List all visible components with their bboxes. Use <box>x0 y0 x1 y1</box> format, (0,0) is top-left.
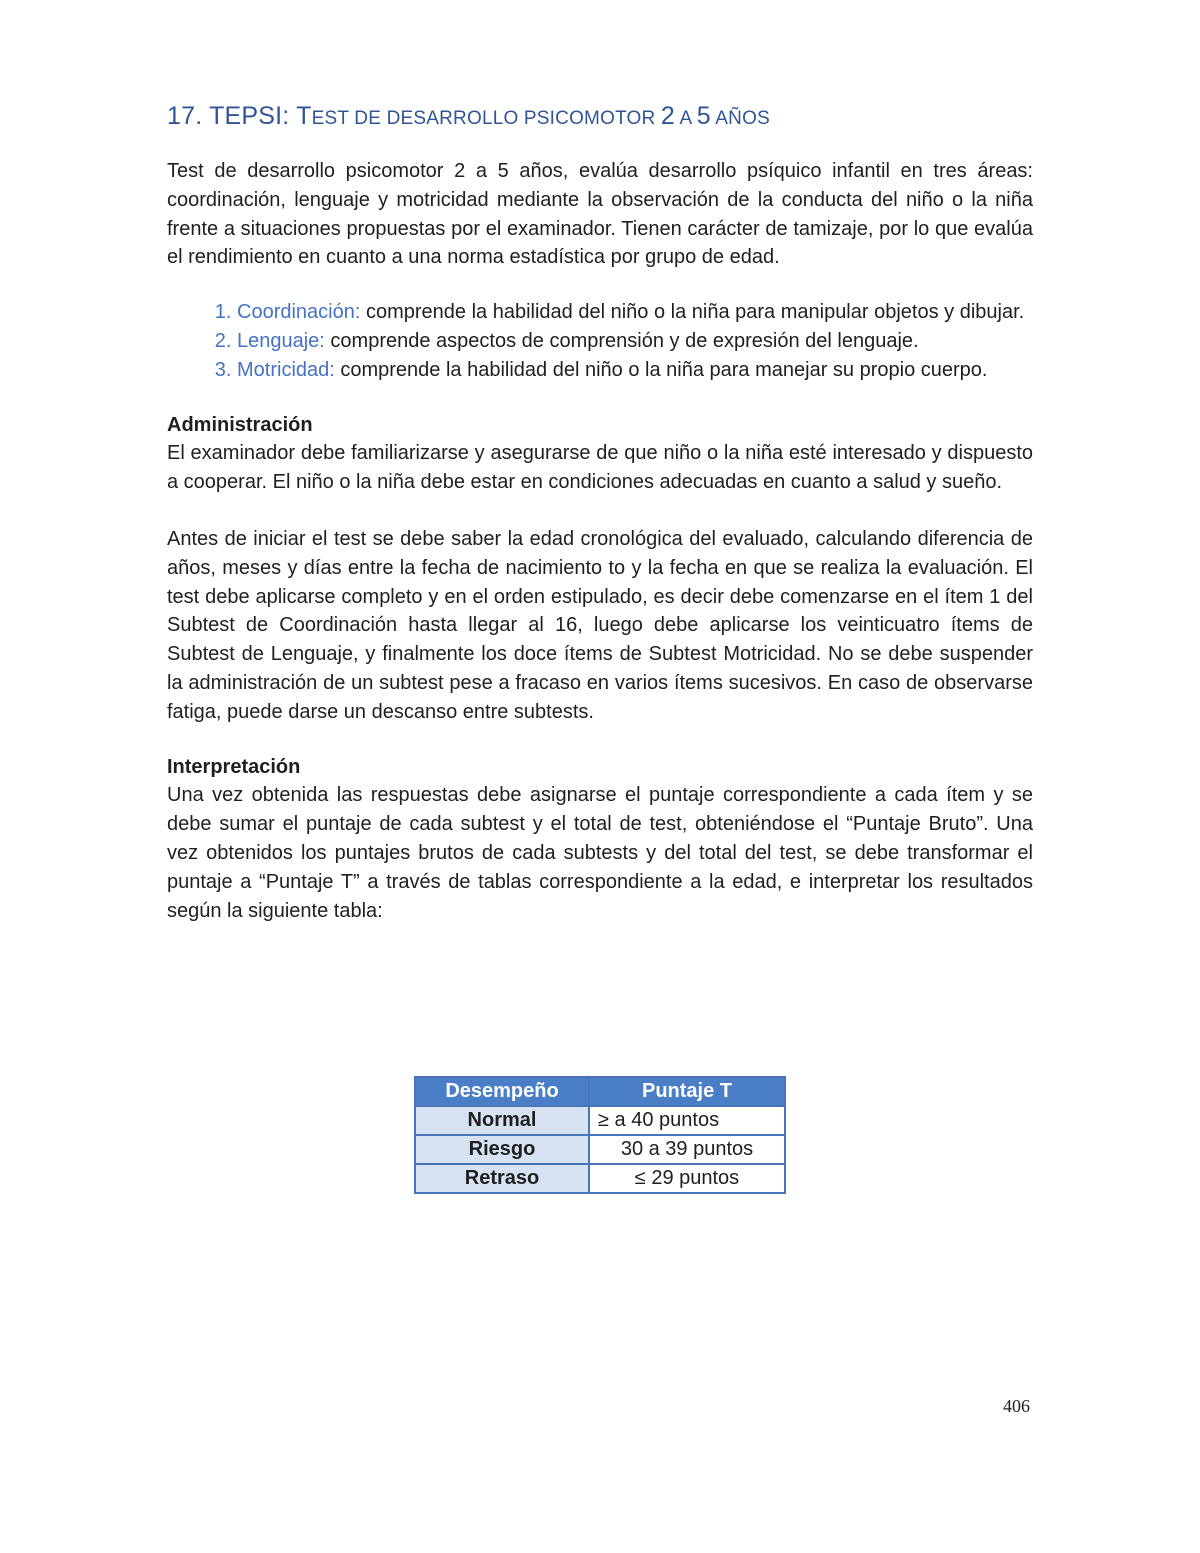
header-desempeno: Desempeño <box>415 1077 589 1106</box>
heading-num-5: 5 <box>696 102 711 130</box>
area-description: comprende la habilidad del niño o la niña para manipular objetos y dibujar. <box>360 301 1025 324</box>
areas-list <box>167 298 1033 384</box>
section-heading <box>167 96 1033 139</box>
intro-paragraph: Test de desarrollo psicomotor 2 a 5 años, evalúa desarrollo psíquico infantil en tres áreas: coordinación, lenguaje y motricidad mediante la observación de la conducta del niño o la niña frente a situaciones propuestas por el examinador. Tienen carácter de tamizaje, por lo que evalúa el rendimiento en cuanto a una norma estadística por grupo de edad. <box>167 160 1033 269</box>
header-puntaje-t: Puntaje T <box>589 1077 785 1106</box>
page-number: 406 <box>1003 1396 1030 1416</box>
area-term: Lenguaje: <box>237 329 325 352</box>
administracion-paragraph-1: El examinador debe familiarizarse y asegurarse de que niño o la niña esté interesado y dispuesto a cooperar. El niño o la niña debe estar en condiciones adecuadas en cuanto a salud y sueño. <box>167 442 1033 494</box>
interpretacion-title: Interpretación <box>167 755 301 778</box>
area-description: comprende la habilidad del niño o la niña para manejar su propio cuerpo. <box>334 358 988 381</box>
heading-smallcaps-3: AÑOS <box>710 108 770 129</box>
interpretacion-paragraph: Una vez obtenida las respuestas debe asignarse el puntaje correspondiente a cada ítem y se debe sumar el puntaje de cada subtest y el total de test, obteniéndose el “Puntaje Bruto”. Una vez obtenidos los puntajes brutos de cada subtests y del total del test, se debe transformar el puntaje a “Puntaje T” a través de tablas correspondiente a la edad, e interpretar los resultados según la siguiente tabla: <box>167 784 1033 922</box>
row-label: Riesgo <box>415 1135 589 1164</box>
row-label: Retraso <box>415 1164 589 1193</box>
page-content <box>167 96 1033 925</box>
list-item-coordinacion <box>237 298 1033 327</box>
list-item-motricidad <box>237 356 1033 385</box>
heading-number: 17. <box>167 102 203 130</box>
score-table <box>414 1076 786 1194</box>
table-header-row <box>415 1077 785 1106</box>
heading-smallcaps-1: EST DE DESARROLLO PSICOMOTOR <box>311 108 661 129</box>
heading-smallcaps-2: A <box>675 108 697 129</box>
row-value: ≥ a 40 puntos <box>589 1106 785 1135</box>
area-term: Coordinación: <box>237 301 361 324</box>
administracion-title: Administración <box>167 413 313 436</box>
administracion-paragraph-2: Antes de iniciar el test se debe saber la edad cronológica del evaluado, calculando diferencia de años, meses y días entre la fecha de nacimiento to y la fecha en que se realiza la evaluación. El test debe aplicarse completo y en el orden estipulado, es decir debe comenzarse en el ítem 1 del Subtest de Coordinación hasta llegar al 16, luego debe aplicarse los veinticuatro ítems de Subtest de Lenguaje, y finalmente los doce ítems de Subtest Motricidad. No se debe suspender la administración de un subtest pese a fracaso en varios ítems sucesivos. En caso de observarse fatiga, puede darse un descanso entre subtests. <box>167 527 1033 723</box>
row-label: Normal <box>415 1106 589 1135</box>
row-value: 30 a 39 puntos <box>589 1135 785 1164</box>
area-term: Motricidad: <box>237 358 335 381</box>
heading-lead: TEPSI: T <box>209 102 312 130</box>
row-value: ≤ 29 puntos <box>589 1164 785 1193</box>
table-row <box>415 1135 785 1164</box>
list-item-lenguaje <box>237 327 1033 356</box>
area-description: comprende aspectos de comprensión y de expresión del lenguaje. <box>324 329 919 352</box>
table-row <box>415 1106 785 1135</box>
table-row <box>415 1164 785 1193</box>
heading-num-2: 2 <box>660 102 676 130</box>
